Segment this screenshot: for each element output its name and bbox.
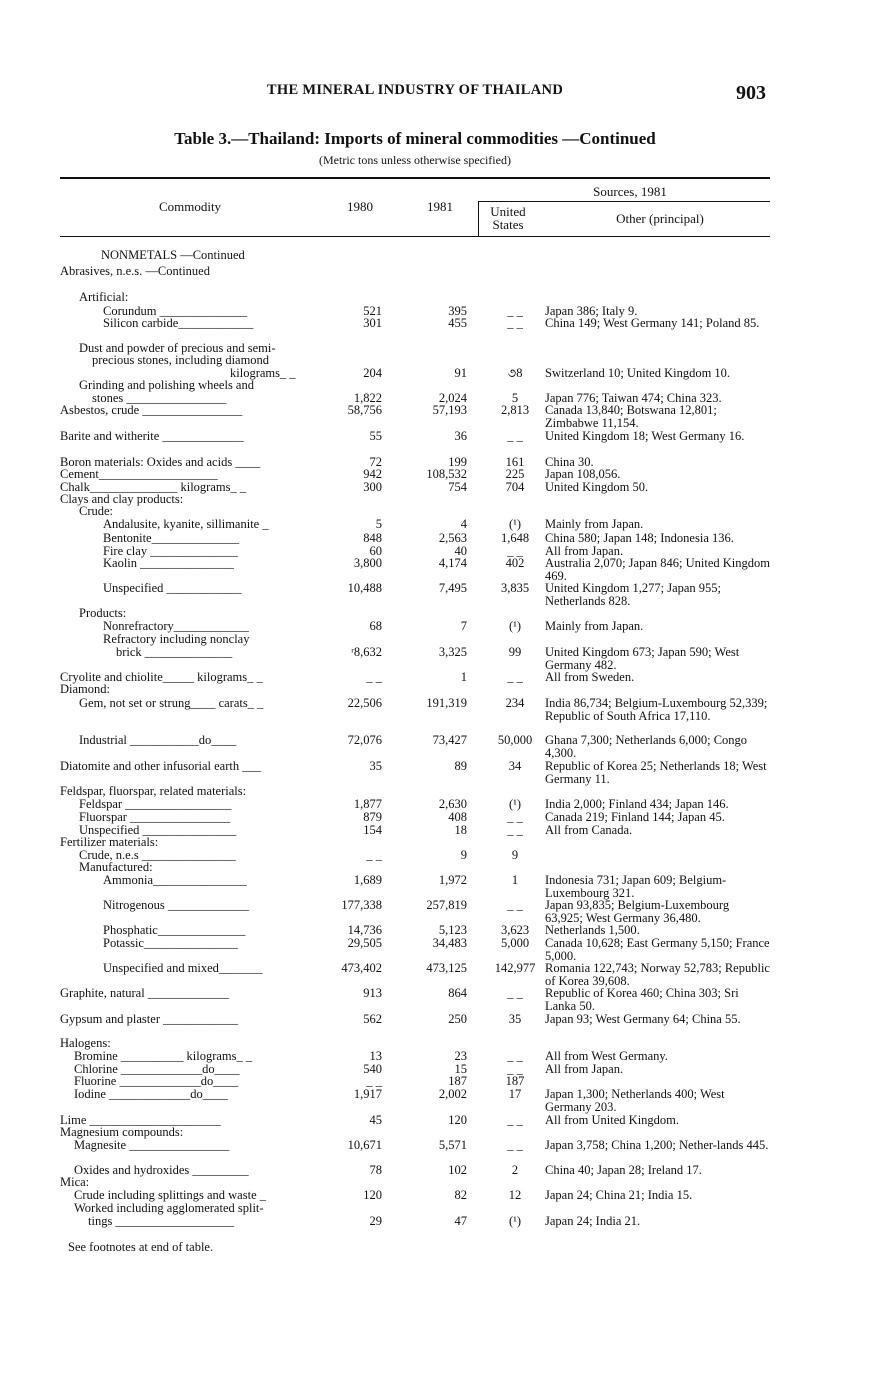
commodity-cell: Crude: xyxy=(79,504,114,518)
commodity-cell: Manufactured: xyxy=(79,860,153,874)
value-1981-cell: 34,483 xyxy=(432,936,467,950)
us-source-cell: 187 xyxy=(505,1074,525,1088)
commodity-cell: Potassic_______________ xyxy=(103,936,238,950)
commodity-cell: Chalk______________ kilograms_ _ xyxy=(60,480,247,494)
other-sources-cell: China 40; Japan 28; Ireland 17. xyxy=(545,1163,702,1177)
col-header-sources: Sources, 1981 xyxy=(593,184,667,199)
value-1981-cell: 9 xyxy=(460,848,467,862)
value-1980-cell: 72 xyxy=(369,455,382,469)
col-header-1981: 1981 xyxy=(427,199,453,214)
value-1980-cell: 521 xyxy=(363,304,382,318)
commodity-cell: Refractory including nonclay xyxy=(103,632,250,646)
us-source-cell: 2 xyxy=(511,1163,519,1177)
us-source-cell: _ _ xyxy=(507,1049,523,1063)
other-sources-cell: United Kingdom 1,277; Japan 955; Netherlands 828. xyxy=(545,581,722,608)
commodity-cell: precious stones, including diamond xyxy=(92,353,270,367)
other-sources-cell: Mainly from Japan. xyxy=(545,619,644,633)
value-1980-cell: 29,505 xyxy=(347,936,382,950)
value-1980-cell: 10,671 xyxy=(347,1138,382,1152)
commodity-cell: Diatomite and other infusorial earth ___ xyxy=(60,759,261,773)
us-source-cell: _ _ xyxy=(507,810,523,824)
other-sources-cell: Switzerland 10; United Kingdom 10. xyxy=(545,366,731,380)
commodity-cell: Magnesium compounds: xyxy=(60,1125,184,1139)
commodity-cell: tings ___________________ xyxy=(88,1214,235,1228)
commodity-cell: Phosphatic______________ xyxy=(103,923,246,937)
commodity-cell: Feldspar, fluorspar, related materials: xyxy=(60,784,247,798)
value-1981-cell: 120 xyxy=(448,1113,467,1127)
commodity-cell: Crude, n.e.s _______________ xyxy=(79,848,236,862)
value-1980-cell: 300 xyxy=(363,480,382,494)
commodity-cell: Unspecified ____________ xyxy=(103,581,242,595)
value-1980-cell: 68 xyxy=(369,619,382,633)
value-1980-cell: ʳ8,632 xyxy=(351,645,382,659)
us-source-cell: 3,835 xyxy=(500,581,530,595)
commodity-cell: Nitrogenous _____________ xyxy=(103,898,250,912)
commodity-cell: Cryolite and chiolite_____ kilograms_ _ xyxy=(60,670,263,684)
other-sources-cell: All from Canada. xyxy=(545,823,633,837)
value-1980-cell: 154 xyxy=(363,823,382,837)
value-1981-cell: 18 xyxy=(454,823,467,837)
col-header-other: Other (principal) xyxy=(616,211,704,226)
value-1981-cell: 2,630 xyxy=(438,797,467,811)
value-1981-cell: 5,571 xyxy=(438,1138,467,1152)
other-sources-cell: Canada 219; Finland 144; Japan 45. xyxy=(545,810,725,824)
commodity-cell: Unspecified and mixed_______ xyxy=(103,961,263,975)
other-sources-cell: All from Japan. xyxy=(545,1062,624,1076)
us-source-cell: 5,000 xyxy=(500,936,530,950)
value-1980-cell: 72,076 xyxy=(347,733,382,747)
commodity-cell: Gem, not set or strung____ carats_ _ xyxy=(79,696,264,710)
commodity-cell: Fluorine _____________do____ xyxy=(74,1074,239,1088)
us-source-cell: ૭8 xyxy=(507,366,523,380)
us-source-cell: 161 xyxy=(505,455,525,469)
value-1980-cell: _ _ xyxy=(366,670,382,684)
commodity-cell: Dust and powder of precious and semi- xyxy=(79,341,276,355)
commodity-cell: Bentonite______________ xyxy=(103,531,240,545)
value-1981-cell: 102 xyxy=(448,1163,467,1177)
us-source-cell: _ _ xyxy=(507,1113,523,1127)
us-source-cell: 225 xyxy=(505,467,525,481)
value-1980-cell: 540 xyxy=(363,1062,382,1076)
value-1981-cell: 395 xyxy=(448,304,467,318)
value-1980-cell: 58,756 xyxy=(347,403,382,417)
value-1981-cell: 23 xyxy=(454,1049,467,1063)
value-1981-cell: 191,319 xyxy=(426,696,467,710)
other-sources-cell: Japan 24; China 21; India 15. xyxy=(545,1188,693,1202)
commodity-cell: Diamond: xyxy=(60,682,110,696)
value-1980-cell: 60 xyxy=(369,544,382,558)
other-sources-cell: China 30. xyxy=(545,455,594,469)
commodity-cell: Artificial: xyxy=(79,290,129,304)
other-sources-cell: Japan 386; Italy 9. xyxy=(545,304,638,318)
footnote: See footnotes at end of table. xyxy=(68,1240,214,1254)
value-1981-cell: 3,325 xyxy=(438,645,467,659)
value-1981-cell: 108,532 xyxy=(426,467,467,481)
commodity-cell: Oxides and hydroxides _________ xyxy=(74,1163,249,1177)
us-source-cell: _ _ xyxy=(507,898,523,912)
commodity-cell: Gypsum and plaster ____________ xyxy=(60,1012,239,1026)
commodity-cell: NONMETALS —Continued xyxy=(101,248,245,262)
commodity-cell: brick ______________ xyxy=(116,645,233,659)
us-source-cell: _ _ xyxy=(507,429,523,443)
commodity-cell: Nonrefractory____________ xyxy=(103,619,249,633)
value-1980-cell: 1,917 xyxy=(353,1087,382,1101)
value-1981-cell: 2,002 xyxy=(438,1087,467,1101)
commodity-cell: kilograms_ _ xyxy=(230,366,296,380)
us-source-cell: _ _ xyxy=(507,986,523,1000)
commodity-cell: Kaolin _______________ xyxy=(103,556,234,570)
value-1981-cell: 5,123 xyxy=(438,923,467,937)
commodity-cell: Ammonia_______________ xyxy=(103,873,247,887)
commodity-cell: Fluorspar ________________ xyxy=(79,810,231,824)
commodity-cell: Silicon carbide____________ xyxy=(103,316,254,330)
us-source-cell: 2,813 xyxy=(500,403,530,417)
commodity-cell: Andalusite, kyanite, sillimanite _ xyxy=(103,517,269,531)
other-sources-cell: United Kingdom 50. xyxy=(545,480,649,494)
other-sources-cell: Ghana 7,300; Netherlands 6,000; Congo 4,300. xyxy=(545,733,748,760)
other-sources-cell: Netherlands 1,500. xyxy=(545,923,640,937)
other-sources-cell: All from United Kingdom. xyxy=(545,1113,680,1127)
value-1981-cell: 57,193 xyxy=(432,403,467,417)
us-source-cell: 402 xyxy=(505,556,525,570)
col-header-us-line2: States xyxy=(492,217,524,232)
commodity-cell: Abrasives, n.e.s. —Continued xyxy=(60,264,210,278)
value-1981-cell: 40 xyxy=(454,544,467,558)
commodity-cell: Corundum ______________ xyxy=(103,304,248,318)
value-1981-cell: 7,495 xyxy=(438,581,467,595)
other-sources-cell: Japan 93; West Germany 64; China 55. xyxy=(545,1012,741,1026)
value-1981-cell: 199 xyxy=(448,455,467,469)
other-sources-cell: Japan 24; India 21. xyxy=(545,1214,641,1228)
value-1980-cell: 120 xyxy=(363,1188,382,1202)
value-1981-cell: 36 xyxy=(454,429,467,443)
us-source-cell: (¹) xyxy=(508,619,522,633)
value-1980-cell: 879 xyxy=(363,810,382,824)
commodity-cell: Feldspar _________________ xyxy=(79,797,232,811)
table-subtitle: (Metric tons unless otherwise specified) xyxy=(319,153,511,167)
value-1981-cell: 2,024 xyxy=(438,391,467,405)
other-sources-cell: Japan 93,835; Belgium-Luxembourg 63,925; West Germany 36,480. xyxy=(545,898,730,925)
us-source-cell: _ _ xyxy=(507,304,523,318)
other-sources-cell: Japan 3,758; China 1,200; Nether-lands 445. xyxy=(545,1138,769,1152)
value-1981-cell: 1 xyxy=(460,670,467,684)
value-1980-cell: 13 xyxy=(369,1049,382,1063)
page-number: 903 xyxy=(736,82,766,104)
commodity-cell: Unspecified _______________ xyxy=(79,823,237,837)
commodity-cell: Halogens: xyxy=(60,1036,111,1050)
value-1980-cell: 45 xyxy=(369,1113,382,1127)
value-1981-cell: 473,125 xyxy=(426,961,467,975)
us-source-cell: _ _ xyxy=(507,823,523,837)
value-1981-cell: 82 xyxy=(454,1188,467,1202)
other-sources-cell: Canada 10,628; East Germany 5,150; France 5,000. xyxy=(545,936,770,963)
us-source-cell: 99 xyxy=(508,645,522,659)
commodity-cell: Asbestos, crude ________________ xyxy=(60,403,243,417)
value-1981-cell: 73,427 xyxy=(432,733,467,747)
value-1981-cell: 4,174 xyxy=(438,556,467,570)
us-source-cell: _ _ xyxy=(507,670,523,684)
value-1981-cell: 4 xyxy=(460,517,467,531)
value-1980-cell: 204 xyxy=(363,366,382,380)
other-sources-cell: Australia 2,070; Japan 846; United Kingdom 469. xyxy=(545,556,770,583)
value-1981-cell: 257,819 xyxy=(426,898,467,912)
us-source-cell: 12 xyxy=(508,1188,522,1202)
value-1980-cell: 10,488 xyxy=(347,581,382,595)
us-source-cell: 9 xyxy=(511,848,519,862)
value-1980-cell: 913 xyxy=(363,986,382,1000)
other-sources-cell: United Kingdom 673; Japan 590; West Germany 482. xyxy=(545,645,740,672)
commodity-cell: Industrial ___________do____ xyxy=(79,733,237,747)
value-1980-cell: 3,800 xyxy=(353,556,382,570)
commodity-cell: Worked including agglomerated split- xyxy=(74,1201,264,1215)
other-sources-cell: United Kingdom 18; West Germany 16. xyxy=(545,429,745,443)
other-sources-cell: Japan 1,300; Netherlands 400; West Germany 203. xyxy=(545,1087,725,1114)
commodity-cell: Products: xyxy=(79,606,127,620)
us-source-cell: 142,977 xyxy=(494,961,536,975)
us-source-cell: _ _ xyxy=(507,544,523,558)
other-sources-cell: China 580; Japan 148; Indonesia 136. xyxy=(545,531,734,545)
other-sources-cell: Romania 122,743; Norway 52,783; Republic of Korea 39,608. xyxy=(545,961,770,988)
commodity-cell: Lime _____________________ xyxy=(60,1113,221,1127)
value-1981-cell: 754 xyxy=(448,480,467,494)
us-source-cell: 5 xyxy=(511,391,519,405)
us-source-cell: 3,623 xyxy=(500,923,530,937)
us-source-cell: 35 xyxy=(508,1012,522,1026)
value-1980-cell: 1,689 xyxy=(353,873,382,887)
other-sources-cell: Mainly from Japan. xyxy=(545,517,644,531)
commodity-cell: Fertilizer materials: xyxy=(60,835,159,849)
other-sources-cell: All from Japan. xyxy=(545,544,624,558)
value-1980-cell: 942 xyxy=(363,467,382,481)
us-source-cell: 234 xyxy=(505,696,525,710)
value-1980-cell: 22,506 xyxy=(347,696,382,710)
other-sources-cell: India 2,000; Finland 434; Japan 146. xyxy=(545,797,729,811)
value-1981-cell: 2,563 xyxy=(438,531,467,545)
other-sources-cell: Indonesia 731; Japan 609; Belgium-Luxembourg 321. xyxy=(545,873,727,900)
commodity-cell: Graphite, natural _____________ xyxy=(60,986,230,1000)
value-1980-cell: 848 xyxy=(363,531,382,545)
us-source-cell: 1,648 xyxy=(500,531,530,545)
value-1980-cell: 35 xyxy=(369,759,382,773)
other-sources-cell: India 86,734; Belgium-Luxembourg 52,339; Republic of South Africa 17,110. xyxy=(545,696,768,723)
running-title: THE MINERAL INDUSTRY OF THAILAND xyxy=(266,82,564,98)
us-source-cell: (¹) xyxy=(508,1214,522,1228)
table-title: Table 3.—Thailand: Imports of mineral commodities —Continued xyxy=(174,129,656,148)
other-sources-cell: All from Sweden. xyxy=(545,670,635,684)
commodity-cell: Iodine _____________do____ xyxy=(74,1087,228,1101)
us-source-cell: 50,000 xyxy=(497,733,533,747)
value-1980-cell: 78 xyxy=(369,1163,382,1177)
value-1981-cell: 187 xyxy=(448,1074,467,1088)
value-1981-cell: 408 xyxy=(448,810,467,824)
us-source-cell: 704 xyxy=(505,480,525,494)
value-1981-cell: 455 xyxy=(448,316,467,330)
value-1981-cell: 250 xyxy=(448,1012,467,1026)
commodity-cell: Clays and clay products: xyxy=(60,492,184,506)
value-1980-cell: _ _ xyxy=(366,848,382,862)
value-1980-cell: _ _ xyxy=(366,1074,382,1088)
value-1980-cell: 1,822 xyxy=(353,391,382,405)
other-sources-cell: All from West Germany. xyxy=(545,1049,668,1063)
value-1981-cell: 7 xyxy=(460,619,467,633)
commodity-cell: Cement___________________ xyxy=(60,467,218,481)
commodity-cell: Magnesite ________________ xyxy=(74,1138,230,1152)
other-sources-cell: Republic of Korea 460; China 303; Sri Lanka 50. xyxy=(545,986,739,1013)
commodity-cell: Chlorine _____________do____ xyxy=(74,1062,240,1076)
value-1980-cell: 55 xyxy=(369,429,382,443)
value-1981-cell: 47 xyxy=(454,1214,467,1228)
us-source-cell: _ _ xyxy=(507,1062,523,1076)
commodity-cell: stones ________________ xyxy=(92,391,227,405)
other-sources-cell: Japan 776; Taiwan 474; China 323. xyxy=(545,391,722,405)
us-source-cell: 34 xyxy=(508,759,522,773)
value-1980-cell: 14,736 xyxy=(347,923,382,937)
value-1980-cell: 473,402 xyxy=(341,961,382,975)
commodity-cell: Grinding and polishing wheels and xyxy=(79,378,254,392)
col-header-commodity: Commodity xyxy=(158,199,222,214)
value-1980-cell: 1,877 xyxy=(353,797,382,811)
commodity-cell: Mica: xyxy=(60,1175,90,1189)
commodity-cell: Fire clay ______________ xyxy=(103,544,238,558)
value-1980-cell: 29 xyxy=(369,1214,382,1228)
other-sources-cell: Japan 108,056. xyxy=(545,467,621,481)
commodity-cell: Barite and witherite _____________ xyxy=(60,429,244,443)
us-source-cell: (¹) xyxy=(508,797,522,811)
value-1981-cell: 15 xyxy=(454,1062,467,1076)
us-source-cell: (¹) xyxy=(508,517,522,531)
value-1981-cell: 89 xyxy=(454,759,467,773)
us-source-cell: 17 xyxy=(508,1087,522,1101)
value-1980-cell: 301 xyxy=(363,316,382,330)
commodity-cell: Bromine __________ kilograms_ _ xyxy=(74,1049,253,1063)
other-sources-cell: China 149; West Germany 141; Poland 85. xyxy=(545,316,760,330)
col-header-us-line1: United xyxy=(490,204,526,219)
value-1980-cell: 5 xyxy=(375,517,382,531)
value-1980-cell: 177,338 xyxy=(341,898,382,912)
other-sources-cell: Republic of Korea 25; Netherlands 18; West Germany 11. xyxy=(545,759,767,786)
value-1980-cell: 562 xyxy=(363,1012,382,1026)
value-1981-cell: 864 xyxy=(448,986,467,1000)
commodity-cell: Crude including splittings and waste _ xyxy=(74,1188,266,1202)
value-1981-cell: 1,972 xyxy=(438,873,467,887)
commodity-cell: Boron materials: Oxides and acids ____ xyxy=(60,455,261,469)
us-source-cell: _ _ xyxy=(507,1138,523,1152)
value-1981-cell: 91 xyxy=(454,366,467,380)
us-source-cell: 1 xyxy=(511,873,519,887)
us-source-cell: _ _ xyxy=(507,316,523,330)
col-header-1980: 1980 xyxy=(347,199,373,214)
other-sources-cell: Canada 13,840; Botswana 12,801; Zimbabwe 11,154. xyxy=(545,403,717,430)
